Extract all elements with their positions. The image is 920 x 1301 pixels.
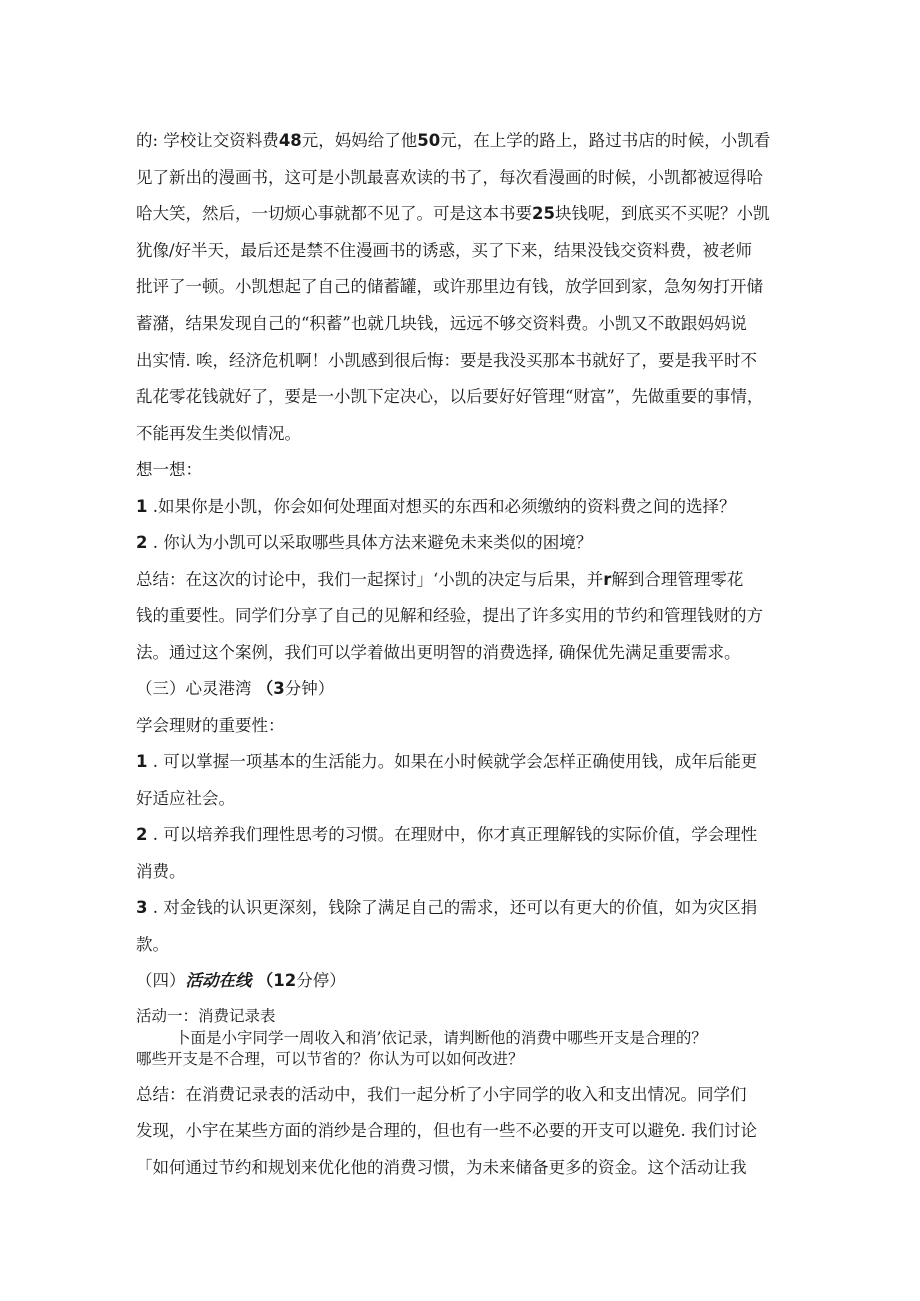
story-line: 的: 学校让交资料费48元，妈妈给了他50元，在上学的路上，路过书店的时候，小凯看 <box>136 131 771 150</box>
section-3-subheading: 学会理财的重要性： <box>136 716 285 735</box>
activity-1-title: 活动一：消费记录表 <box>136 1007 276 1025</box>
think-heading: 想一想： <box>136 460 202 479</box>
story-line: 见了新出的漫画书，这可是小凯最喜欢读的书了，每次看漫画的时候，小凯都被逗得哈 <box>136 168 763 187</box>
summary-line: 总结：在这次的讨论中，我们一起探讨」‘小凯的决定与后果，并r解到合理管理零花 <box>136 570 744 589</box>
story-line: 出实情. 唉，经济危机啊！小凯感到很后悔：要是我没买那本书就好了，要是我平时不 <box>136 351 757 370</box>
section-4-heading: （四）活动在线 （12分停） <box>136 971 346 990</box>
story-line: 乱花零花钱就好了，要是一小凯下定决心，以后要好好管理“财富”，先做重要的事情， <box>136 387 764 406</box>
story-line: 不能再发生类似情况。 <box>136 424 301 443</box>
section-3-heading: （三）心灵港湾 （3分钟） <box>136 679 335 698</box>
story-line: 蓄潴，结果发现自己的“积蓄”也就几块钱，远远不够交资料费。小凯又不敢跟妈妈说 <box>136 314 747 333</box>
activity-1-description: 卜面是小宇同学一周收入和消’依记录，请判断他的消费中哪些开支是合理的？ <box>175 1029 707 1047</box>
summary-2-line: 总结：在消费记录表的活动中，我们一起分析了小宇同学的收入和支出情况。同学们 <box>136 1085 747 1104</box>
point-1-cont: 好适应社会。 <box>136 789 235 808</box>
point-3: 3 . 对金钱的认识更深刻，钱除了满足自己的需求，还可以有更大的价值，如为灾区捐 <box>136 898 758 917</box>
story-line: 哈大笑，然后，一切烦心事就都不见了。可是这本书要25块钱呢，到底买不买呢？小凯 <box>136 204 770 223</box>
activity-1-description-cont: 哪些开支是不合理，可以节省的？你认为可以如何改进？ <box>136 1050 524 1068</box>
point-3-cont: 款。 <box>136 935 169 954</box>
story-line: 批评了一顿。小凯想起了自己的储蓄罐，或许那里边有钱，放学回到家，急匆匆打开储 <box>136 277 763 296</box>
summary-2-line: 「如何通过节约和规划来优化他的消费习惯，为未来储备更多的资金。这个活动让我 <box>136 1158 747 1177</box>
question-2: 2 . 你认为小凯可以采取哪些具体方法来避免未来类似的困境？ <box>136 533 593 552</box>
question-1: 1 .如果你是小凯，你会如何处理面对想买的东西和必须缴纳的资料费之间的选择？ <box>136 497 736 516</box>
summary-line: 法。通过这个案例，我们可以学着做出更明智的消费选择, 确保优先满足重要需求。 <box>136 643 741 662</box>
story-line: 犹像/好半天，最后还是禁不住漫画书的诱惑，买了下来，结果没钱交资料费，被老师 <box>136 241 753 260</box>
point-2-cont: 消费。 <box>136 862 186 881</box>
point-2: 2 . 可以培养我们理性思考的习惯。在理财中，你才真正理解钱的实际价值，学会理性 <box>136 825 758 844</box>
point-1: 1 . 可以掌握一项基本的生活能力。如果在小时候就学会怎样正确使用钱，成年后能更 <box>136 752 758 771</box>
summary-line: 钱的重要性。同学们分享了自己的见解和经验，提出了许多实用的节约和管理钱财的方 <box>136 606 763 625</box>
summary-2-line: 发现，小宇在某些方面的消纱是合理的，但也有一些不必要的开支可以避免. 我们讨论 <box>136 1121 757 1140</box>
